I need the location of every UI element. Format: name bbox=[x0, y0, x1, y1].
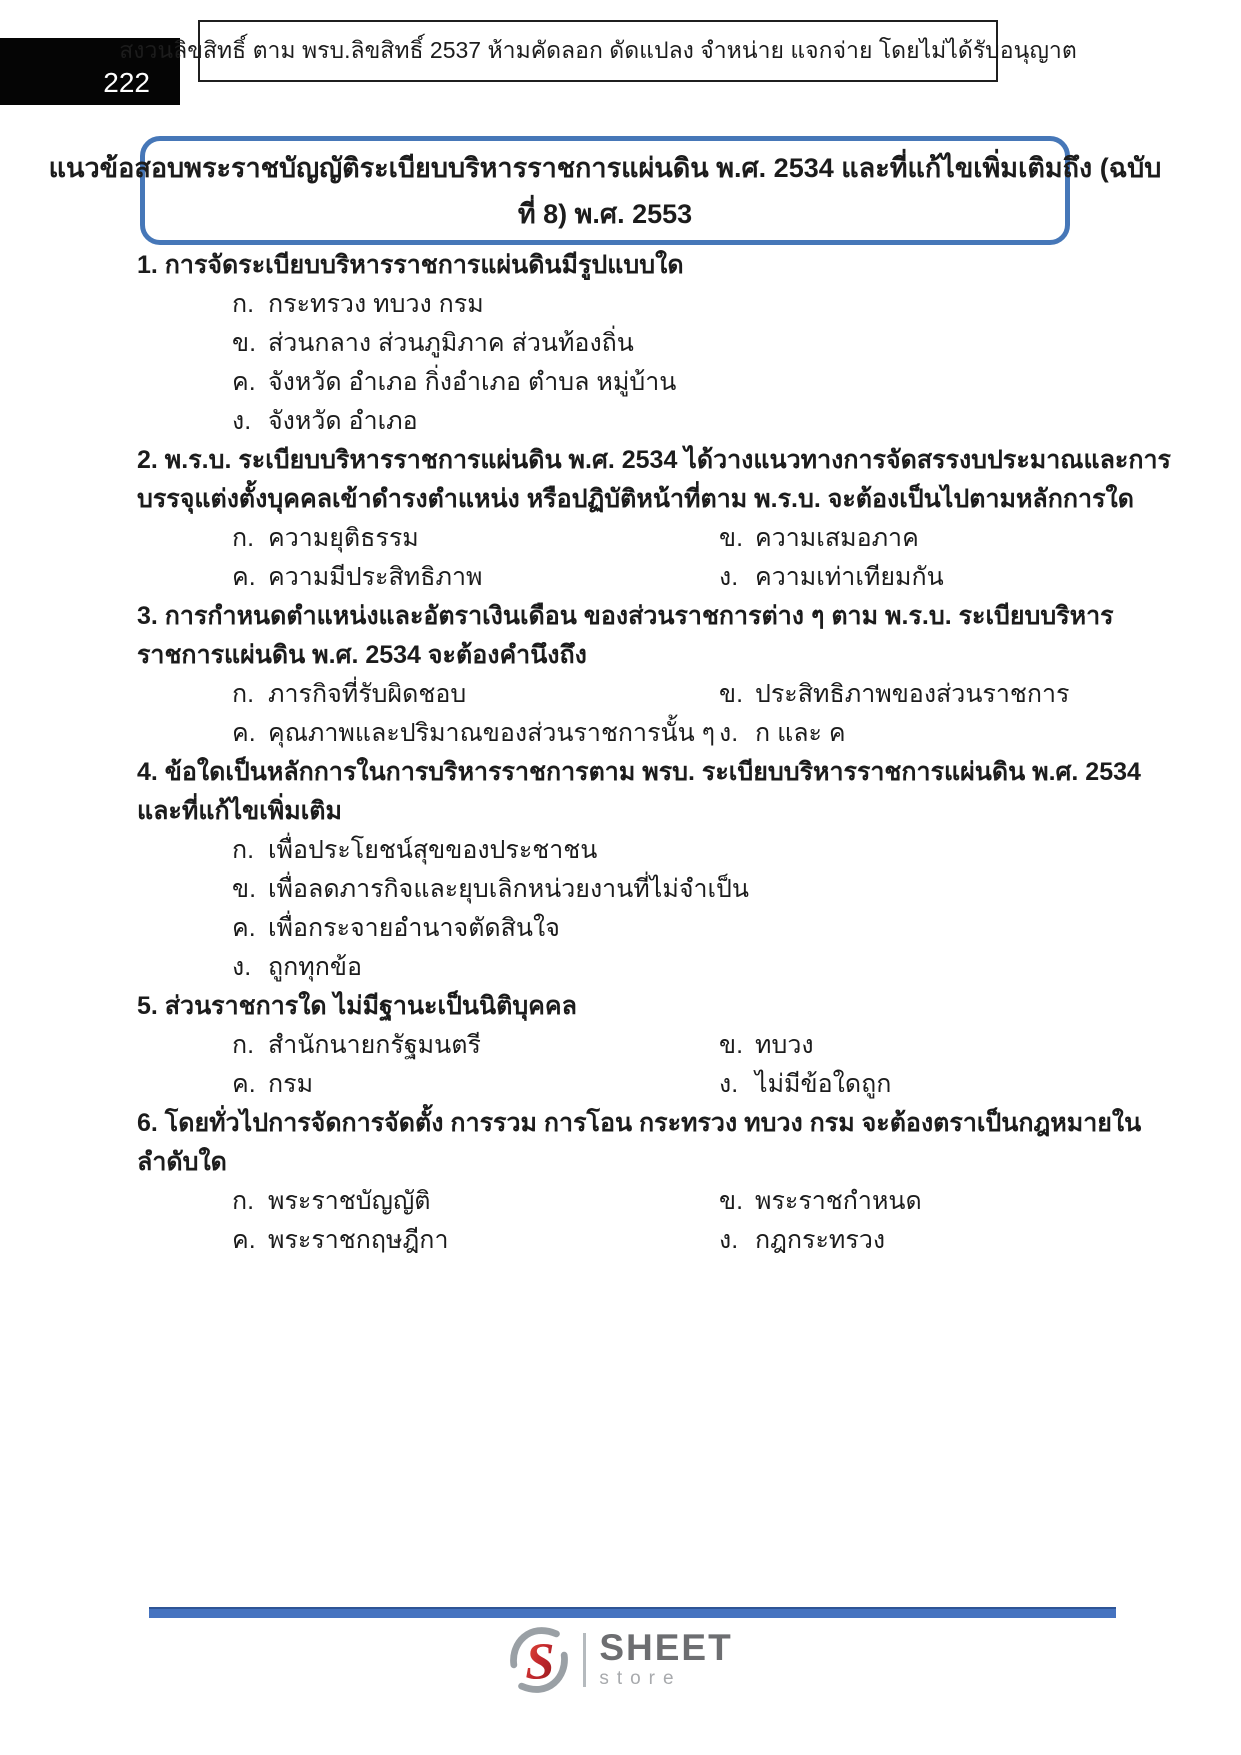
option-item bbox=[232, 831, 1105, 870]
option-text: กรม bbox=[268, 1070, 314, 1098]
option-label: ง. bbox=[232, 953, 252, 981]
question-block bbox=[137, 987, 1105, 1104]
logo-brand-text: SHEET bbox=[599, 1627, 733, 1668]
option-item bbox=[719, 558, 1105, 597]
option-label: ข. bbox=[719, 680, 744, 708]
question-text-line: บรรจุแต่งตั้งบุคคลเข้าดำรงตำแหน่ง หรือปฏิบัติหน้าที่ตาม พ.ร.บ. จะต้องเป็นไปตามหลักการใด bbox=[137, 485, 1134, 513]
exam-title-line1: แนวข้อสอบพระราชบัญญัติระเบียบบริหารราชการแผ่นดิน พ.ศ. 2534 และที่แก้ไขเพิ่มเติมถึง (ฉบับ bbox=[48, 152, 1162, 183]
option-text: ความเท่าเทียมกัน bbox=[755, 563, 944, 591]
question-text-line: 1. การจัดระเบียบบริหารราชการแผ่นดินมีรูปแบบใด bbox=[137, 251, 684, 279]
option-text: จังหวัด อำเภอ กิ่งอำเภอ ตำบล หมู่บ้าน bbox=[268, 368, 677, 396]
questions-list bbox=[137, 246, 1171, 1260]
option-label: ข. bbox=[719, 1187, 744, 1215]
question-block bbox=[137, 1104, 1142, 1260]
option-item bbox=[719, 519, 1105, 558]
option-item bbox=[232, 675, 719, 714]
question-text-line: และที่แก้ไขเพิ่มเติม bbox=[137, 797, 343, 825]
option-text: สำนักนายกรัฐมนตรี bbox=[268, 1031, 481, 1059]
option-item bbox=[232, 909, 1105, 948]
option-text: ความมีประสิทธิภาพ bbox=[268, 563, 483, 591]
option-item bbox=[232, 870, 1105, 909]
option-label: ง. bbox=[719, 1070, 739, 1098]
options-group bbox=[137, 285, 1105, 441]
exam-title-line2: ที่ 8) พ.ศ. 2553 bbox=[517, 198, 693, 229]
option-text: ทบวง bbox=[755, 1031, 814, 1059]
option-label: ค. bbox=[232, 563, 256, 591]
option-item bbox=[719, 1182, 1105, 1221]
question-block bbox=[137, 753, 1141, 987]
options-group bbox=[137, 675, 1105, 753]
question-text-line: 3. การกำหนดตำแหน่งและอัตราเงินเดือน ของส่วนราชการต่าง ๆ ตาม พ.ร.บ. ระเบียบบริหาร bbox=[137, 602, 1114, 630]
option-item bbox=[232, 324, 1105, 363]
copyright-banner bbox=[119, 20, 1077, 82]
option-item bbox=[719, 1026, 1105, 1065]
question-text-line: ลำดับใด bbox=[137, 1148, 227, 1176]
question-text-line: ราชการแผ่นดิน พ.ศ. 2534 จะต้องคำนึงถึง bbox=[137, 641, 587, 669]
sheet-store-logo-icon bbox=[508, 1627, 570, 1693]
svg-text:S: S bbox=[525, 1632, 555, 1691]
copyright-text: สงวนลิขสิทธิ์ ตาม พรบ.ลิขสิทธิ์ 2537 ห้ามคัดลอก ดัดแปลง จำหน่าย แจกจ่าย โดยไม่ได้รับอนุญาต bbox=[119, 37, 1077, 63]
option-text: เพื่อกระจายอำนาจตัดสินใจ bbox=[268, 914, 560, 942]
option-text: ความยุติธรรม bbox=[268, 524, 419, 552]
option-text: เพื่อประโยชน์สุขของประชาชน bbox=[268, 836, 598, 864]
option-text: ก และ ค bbox=[755, 719, 846, 747]
option-text: ส่วนกลาง ส่วนภูมิภาค ส่วนท้องถิ่น bbox=[268, 329, 634, 357]
exam-title-box bbox=[48, 136, 1162, 245]
option-text: ไม่มีข้อใดถูก bbox=[755, 1070, 892, 1098]
option-label: ง. bbox=[232, 407, 252, 435]
option-item bbox=[232, 1221, 719, 1260]
option-label: ก. bbox=[232, 524, 255, 552]
option-label: ค. bbox=[232, 1070, 256, 1098]
option-label: ค. bbox=[232, 1226, 256, 1254]
option-item bbox=[232, 948, 1105, 987]
options-group bbox=[137, 831, 1105, 987]
page-number: 222 bbox=[103, 67, 150, 98]
option-text: ความเสมอภาค bbox=[755, 524, 919, 552]
option-item bbox=[232, 714, 719, 753]
options-group bbox=[137, 1182, 1105, 1260]
option-label: ก. bbox=[232, 680, 255, 708]
option-label: ข. bbox=[719, 1031, 744, 1059]
option-label: ง. bbox=[719, 719, 739, 747]
option-label: ค. bbox=[232, 368, 256, 396]
option-item bbox=[232, 285, 1105, 324]
option-item bbox=[232, 1065, 719, 1104]
option-label: ค. bbox=[232, 914, 256, 942]
option-label: ข. bbox=[232, 875, 257, 903]
logo-text bbox=[599, 1627, 733, 1690]
options-group bbox=[137, 519, 1105, 597]
question-block bbox=[137, 597, 1114, 753]
option-item bbox=[719, 1221, 1105, 1260]
logo-sub-text: store bbox=[599, 1668, 682, 1689]
option-item bbox=[719, 714, 1105, 753]
option-text: พระราชกฤษฎีกา bbox=[268, 1226, 449, 1254]
option-item bbox=[232, 1026, 719, 1065]
option-text: จังหวัด อำเภอ bbox=[268, 407, 418, 435]
option-text: พระราชกำหนด bbox=[755, 1187, 922, 1215]
option-label: ก. bbox=[232, 836, 255, 864]
footer-divider bbox=[149, 1607, 1116, 1618]
option-text: ถูกทุกข้อ bbox=[268, 953, 362, 981]
option-item bbox=[232, 363, 1105, 402]
option-item bbox=[232, 558, 719, 597]
question-block bbox=[137, 441, 1171, 597]
option-item bbox=[232, 519, 719, 558]
question-text-line: 6. โดยทั่วไปการจัดการจัดตั้ง การรวม การโอน กระทรวง ทบวง กรม จะต้องตราเป็นกฎหมายใน bbox=[137, 1109, 1142, 1137]
option-label: ง. bbox=[719, 563, 739, 591]
option-label: ก. bbox=[232, 1187, 255, 1215]
option-label: ก. bbox=[232, 1031, 255, 1059]
option-text: ประสิทธิภาพของส่วนราชการ bbox=[755, 680, 1070, 708]
option-item bbox=[232, 1182, 719, 1221]
option-label: ง. bbox=[719, 1226, 739, 1254]
option-label: ค. bbox=[232, 719, 256, 747]
question-text-line: 4. ข้อใดเป็นหลักการในการบริหารราชการตาม พรบ. ระเบียบบริหารราชการแผ่นดิน พ.ศ. 2534 bbox=[137, 758, 1141, 786]
question-block bbox=[137, 246, 1105, 441]
option-text: คุณภาพและปริมาณของส่วนราชการนั้น ๆ bbox=[268, 719, 716, 747]
sheet-store-logo bbox=[0, 1624, 1241, 1696]
option-item bbox=[719, 675, 1105, 714]
options-group bbox=[137, 1026, 1105, 1104]
option-text: เพื่อลดภารกิจและยุบเลิกหน่วยงานที่ไม่จำเป็น bbox=[268, 875, 750, 903]
option-text: พระราชบัญญัติ bbox=[268, 1187, 431, 1215]
option-text: กฎกระทรวง bbox=[755, 1226, 886, 1254]
option-label: ข. bbox=[232, 329, 257, 357]
question-text-line: 5. ส่วนราชการใด ไม่มีฐานะเป็นนิติบุคคล bbox=[137, 992, 577, 1020]
logo-divider bbox=[583, 1633, 586, 1687]
question-text-line: 2. พ.ร.บ. ระเบียบบริหารราชการแผ่นดิน พ.ศ. 2534 ได้วางแนวทางการจัดสรรงบประมาณและการ bbox=[137, 446, 1171, 474]
option-item bbox=[232, 402, 1105, 441]
option-label: ก. bbox=[232, 290, 255, 318]
option-label: ข. bbox=[719, 524, 744, 552]
option-text: ภารกิจที่รับผิดชอบ bbox=[268, 680, 467, 708]
option-item bbox=[719, 1065, 1105, 1104]
option-text: กระทรวง ทบวง กรม bbox=[268, 290, 484, 318]
